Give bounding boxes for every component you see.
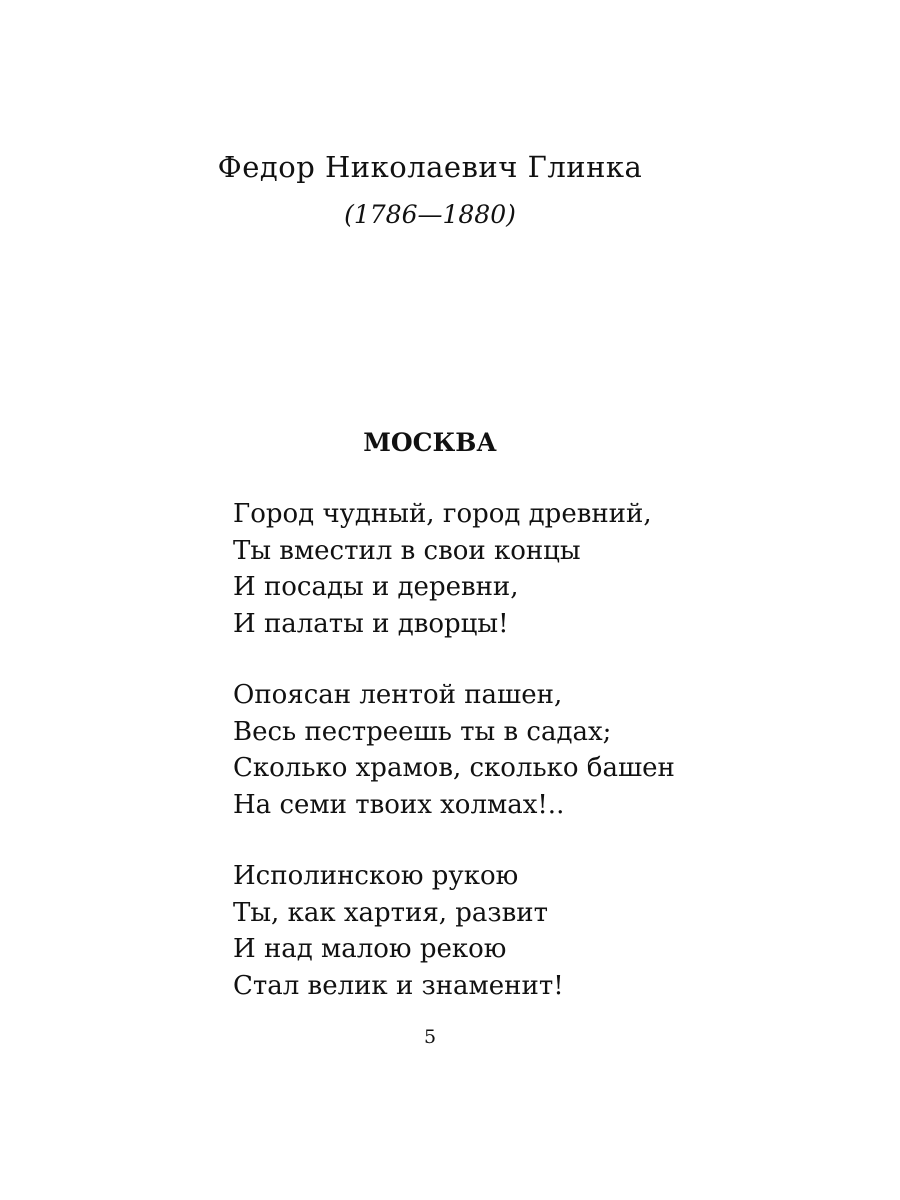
poem-line: Весь пестреешь ты в садах;	[233, 716, 612, 747]
author-years: (1786—1880)	[344, 200, 516, 229]
poem-line: И посады и деревни,	[233, 572, 519, 602]
poem-line: На семи твоих холмах!..	[233, 789, 565, 820]
poem-line: И над малою рекою	[233, 934, 507, 964]
poem-line: Город чудный, город древний,	[233, 499, 652, 529]
poem-line: Исполинскою рукою	[233, 861, 519, 891]
poem-line: Сколько храмов, сколько башен	[233, 753, 675, 783]
stanza-2	[233, 677, 853, 823]
poem-body	[233, 496, 853, 1039]
poem-title: МОСКВА	[363, 428, 497, 457]
poem-line: Стал велик и знаменит!	[233, 970, 564, 1001]
poem-line: И палаты и дворцы!	[233, 608, 509, 639]
stanza-3	[233, 858, 853, 1004]
poem-line: Ты вместил в свои концы	[233, 535, 581, 566]
poem-line: Опоясан лентой пашен,	[233, 680, 563, 710]
author-name: Федор Николаевич Глинка	[217, 150, 643, 184]
page-number: 5	[423, 1026, 437, 1048]
poem-line: Ты, как хартия, развит	[233, 897, 548, 928]
stanza-1	[233, 496, 853, 642]
